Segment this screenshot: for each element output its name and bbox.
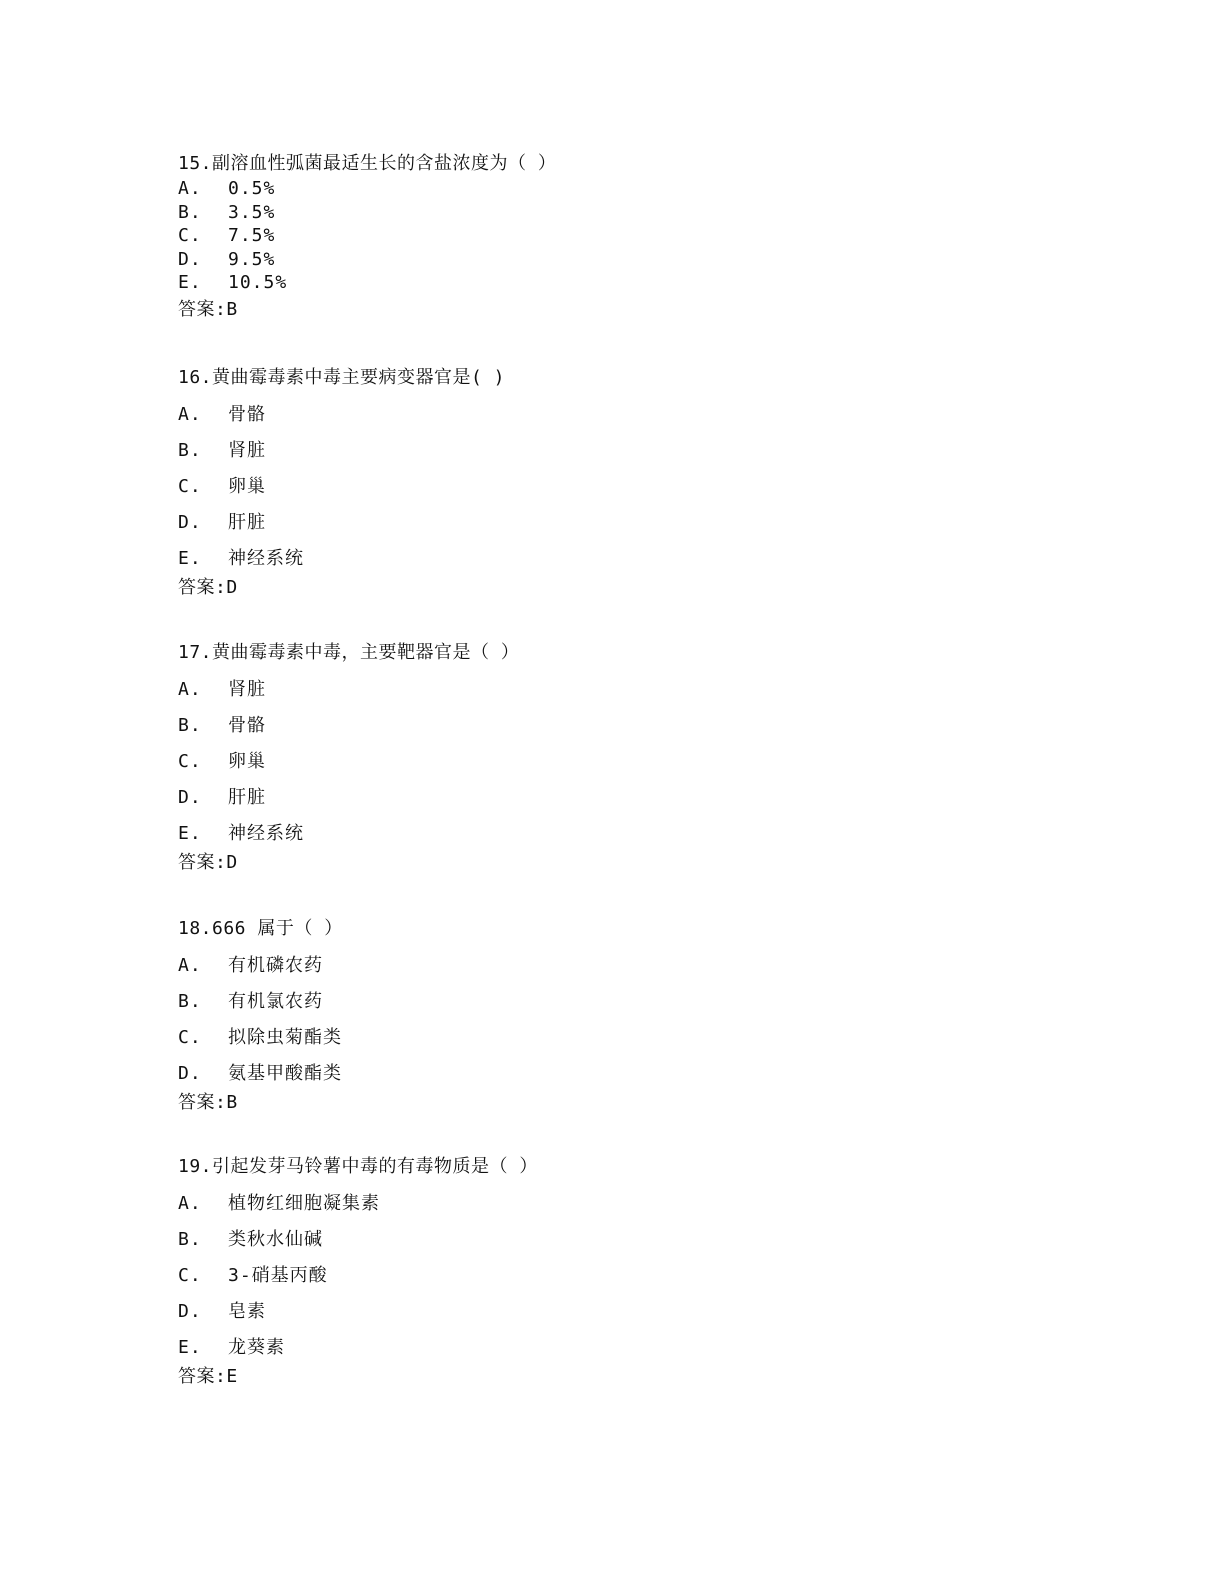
option-letter: A. [178,955,202,976]
option-text: 9.5% [228,248,276,270]
option-letter: B. [178,715,202,736]
answer-line: 答案:B [178,298,238,320]
option-letter: D. [178,1063,202,1084]
option-a [178,397,1078,433]
option-text: 类秋水仙碱 [228,1229,323,1250]
option-text: 拟除虫菊酯类 [228,1027,342,1048]
option-e [178,816,1078,852]
option-b [178,708,1078,744]
option-c [178,744,1078,780]
option-text: 10.5% [228,272,288,293]
option-letter: E. [178,1337,202,1358]
question-stem: 15.副溶血性弧菌最适生长的含盐浓度为（ ） [178,153,557,174]
option-c [178,224,1078,248]
option-text: 神经系统 [228,823,304,844]
option-c [178,1020,1078,1056]
answer-line: 答案:B [178,1092,238,1113]
option-text: 3.5% [228,201,276,223]
option-letter: D. [178,1301,202,1322]
option-letter: A. [178,178,202,199]
option-letter: C. [178,1265,202,1286]
option-letter: C. [178,751,202,772]
option-a [178,672,1078,708]
option-letter: B. [178,201,202,223]
option-a [178,948,1078,984]
answer-line: 答案:D [178,577,238,598]
answer-line: 答案:D [178,852,238,873]
option-letter: A. [178,1193,202,1214]
option-text: 有机磷农药 [228,955,323,976]
option-letter: C. [178,1027,202,1048]
option-b [178,433,1078,469]
option-b [178,984,1078,1020]
question-18 [178,914,1078,1118]
option-text: 7.5% [228,225,276,246]
option-c [178,1258,1078,1294]
option-d [178,1294,1078,1330]
question-stem: 17.黄曲霉毒素中毒，主要靶器官是（ ） [178,642,520,663]
option-b [178,201,1078,225]
option-letter: C. [178,476,202,497]
option-a [178,177,1078,201]
option-text: 氨基甲酸酯类 [228,1063,342,1084]
option-letter: B. [178,991,202,1012]
option-text: 皂素 [228,1301,266,1322]
option-d [178,505,1078,541]
option-letter: E. [178,272,202,293]
option-text: 骨骼 [228,715,266,736]
question-17 [178,638,1078,878]
question-15 [178,151,1078,325]
option-letter: D. [178,248,202,270]
option-text: 肝脏 [228,787,266,808]
option-text: 肝脏 [228,512,266,533]
option-text: 卵巢 [228,476,266,497]
question-19 [178,1152,1078,1392]
option-text: 植物红细胞凝集素 [228,1193,380,1214]
option-letter: A. [178,404,202,425]
option-text: 3-硝基丙酸 [228,1265,328,1286]
question-stem: 18.666 属于（ ） [178,918,343,939]
option-letter: D. [178,787,202,808]
option-d [178,248,1078,272]
option-letter: B. [178,1229,202,1250]
question-stem: 19.引起发芽马铃薯中毒的有毒物质是（ ） [178,1156,538,1177]
option-text: 卵巢 [228,751,266,772]
option-d [178,780,1078,816]
question-16 [178,363,1078,603]
option-b [178,1222,1078,1258]
option-letter: D. [178,512,202,533]
option-e [178,541,1078,577]
option-text: 有机氯农药 [228,991,323,1012]
option-letter: A. [178,679,202,700]
option-text: 肾脏 [228,679,266,700]
option-text: 骨骼 [228,404,266,425]
option-letter: E. [178,548,202,569]
option-text: 神经系统 [228,548,304,569]
question-stem: 16.黄曲霉毒素中毒主要病变器官是( ) [178,367,506,388]
option-text: 肾脏 [228,440,266,461]
option-c [178,469,1078,505]
option-a [178,1186,1078,1222]
option-e [178,271,1078,295]
option-text: 龙葵素 [228,1337,285,1358]
option-letter: C. [178,225,202,246]
option-text: 0.5% [228,178,276,199]
option-letter: E. [178,823,202,844]
answer-line: 答案:E [178,1366,238,1387]
option-e [178,1330,1078,1366]
option-d [178,1056,1078,1092]
option-letter: B. [178,440,202,461]
